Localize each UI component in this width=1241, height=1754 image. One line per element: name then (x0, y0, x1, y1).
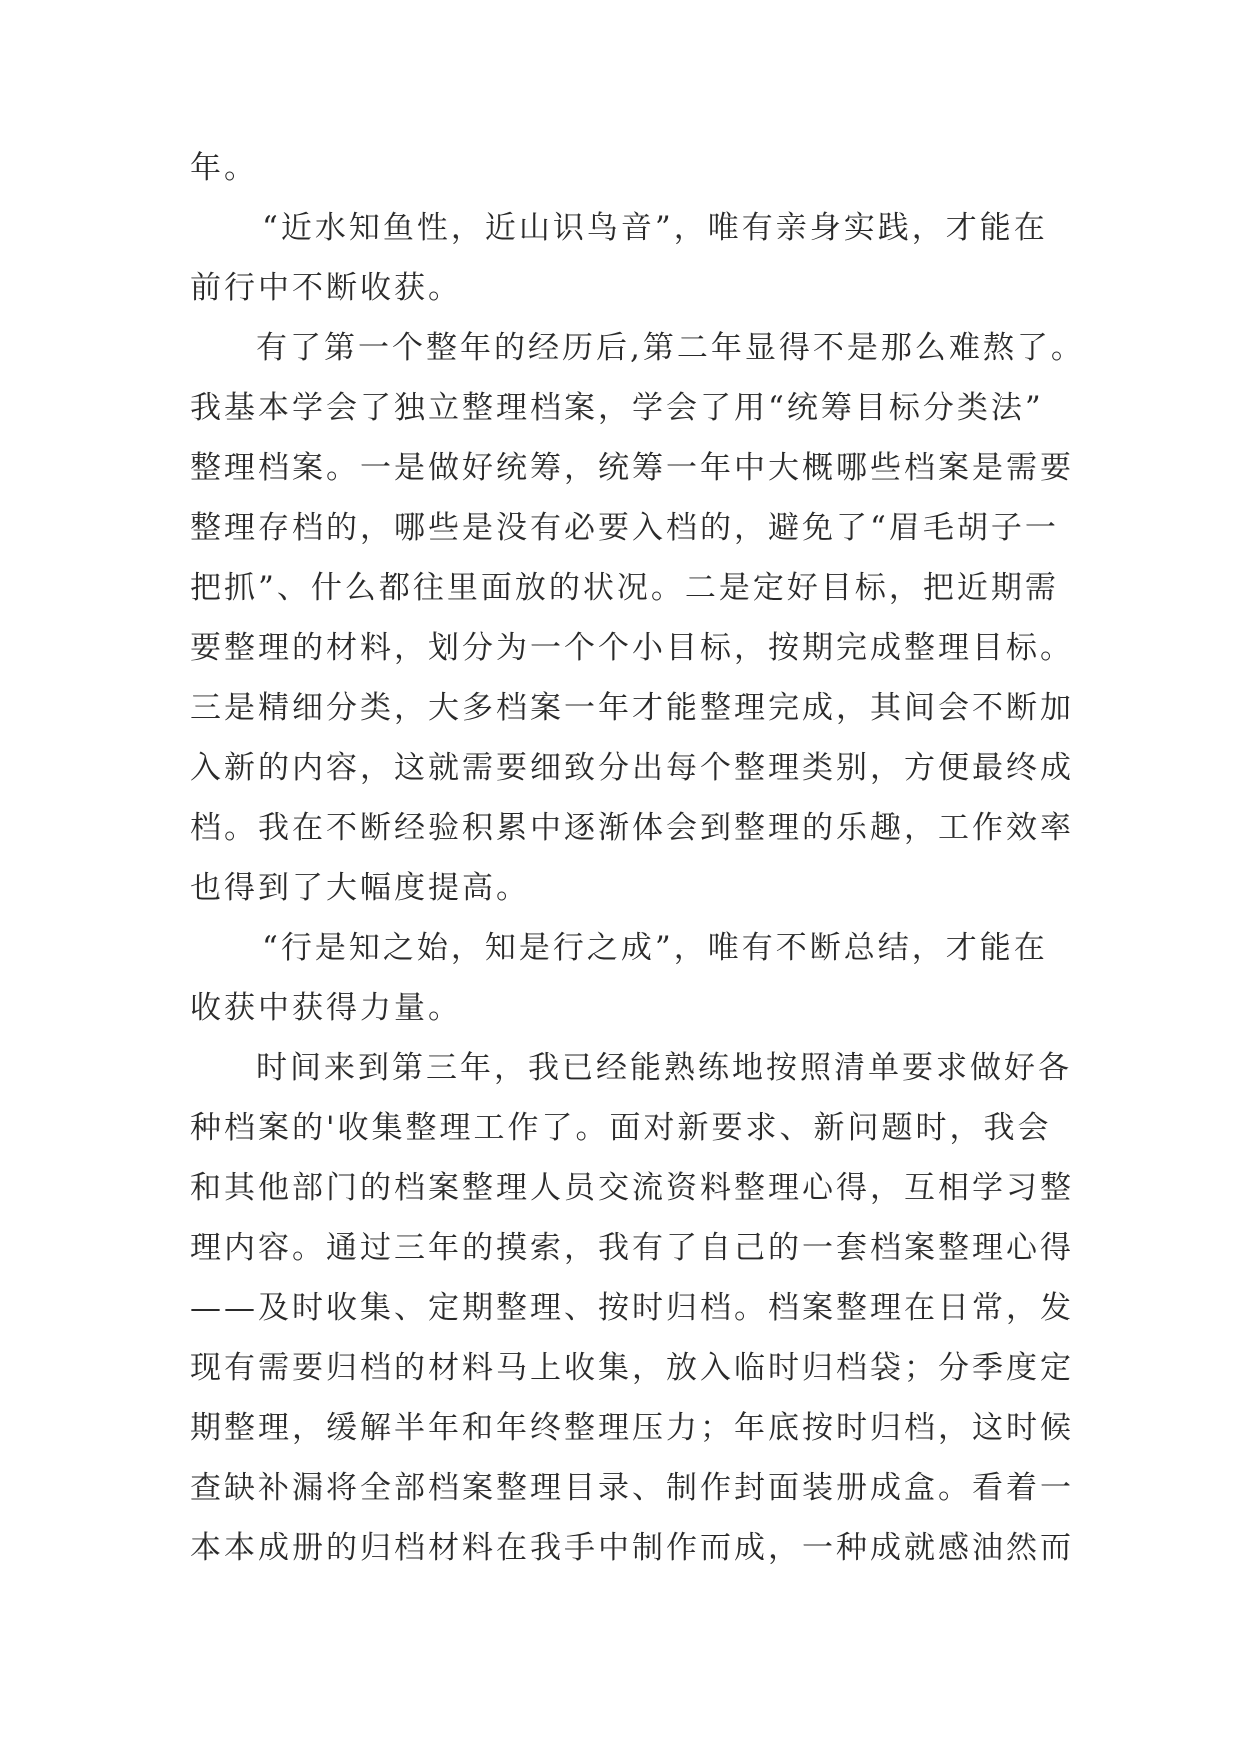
text-line: 现有需要归档的材料马上收集，放入临时归档袋；分季度定 (190, 1350, 1074, 1386)
text-line: 理内容。通过三年的摸索，我有了自己的一套档案整理心得 (190, 1230, 1074, 1266)
text-line: 也得到了大幅度提高。 (190, 870, 530, 906)
text-line: 种档案的'收集整理工作了。面对新要求、新问题时，我会 (190, 1110, 1052, 1146)
text-line: 档。我在不断经验积累中逐渐体会到整理的乐趣，工作效率 (190, 810, 1074, 846)
text-line: 要整理的材料，划分为一个个小目标，按期完成整理目标。 (190, 630, 1074, 666)
text-line: 整理档案。一是做好统筹，统筹一年中大概哪些档案是需要 (190, 450, 1074, 486)
text-line: 期整理，缓解半年和年终整理压力；年底按时归档，这时候 (190, 1410, 1074, 1446)
text-line: 收获中获得力量。 (190, 990, 462, 1026)
text-line: 时间来到第三年，我已经能熟练地按照清单要求做好各 (256, 1050, 1072, 1086)
text-line: “近水知鱼性，近山识鸟音”，唯有亲身实践，才能在 (262, 210, 1048, 246)
text-line: 前行中不断收获。 (190, 270, 462, 306)
text-line: 入新的内容，这就需要细致分出每个整理类别，方便最终成 (190, 750, 1074, 786)
text-line: 整理存档的，哪些是没有必要入档的，避免了“眉毛胡子一 (190, 510, 1059, 546)
text-line: ——及时收集、定期整理、按时归档。档案整理在日常，发 (190, 1290, 1074, 1326)
text-line: 查缺补漏将全部档案整理目录、制作封面装册成盒。看着一 (190, 1470, 1074, 1506)
text-line: 我基本学会了独立整理档案，学会了用“统筹目标分类法” (190, 390, 1044, 426)
text-line: 把抓”、什么都往里面放的状况。二是定好目标，把近期需 (190, 570, 1059, 606)
text-line: “行是知之始，知是行之成”，唯有不断总结，才能在 (262, 930, 1048, 966)
text-line: 年。 (190, 150, 258, 186)
text-line: 和其他部门的档案整理人员交流资料整理心得，互相学习整 (190, 1170, 1074, 1206)
text-line: 有了第一个整年的经历后,第二年显得不是那么难熬了。 (256, 330, 1085, 366)
text-line: 本本成册的归档材料在我手中制作而成，一种成就感油然而 (190, 1530, 1074, 1566)
text-line: 三是精细分类，大多档案一年才能整理完成，其间会不断加 (190, 690, 1074, 726)
